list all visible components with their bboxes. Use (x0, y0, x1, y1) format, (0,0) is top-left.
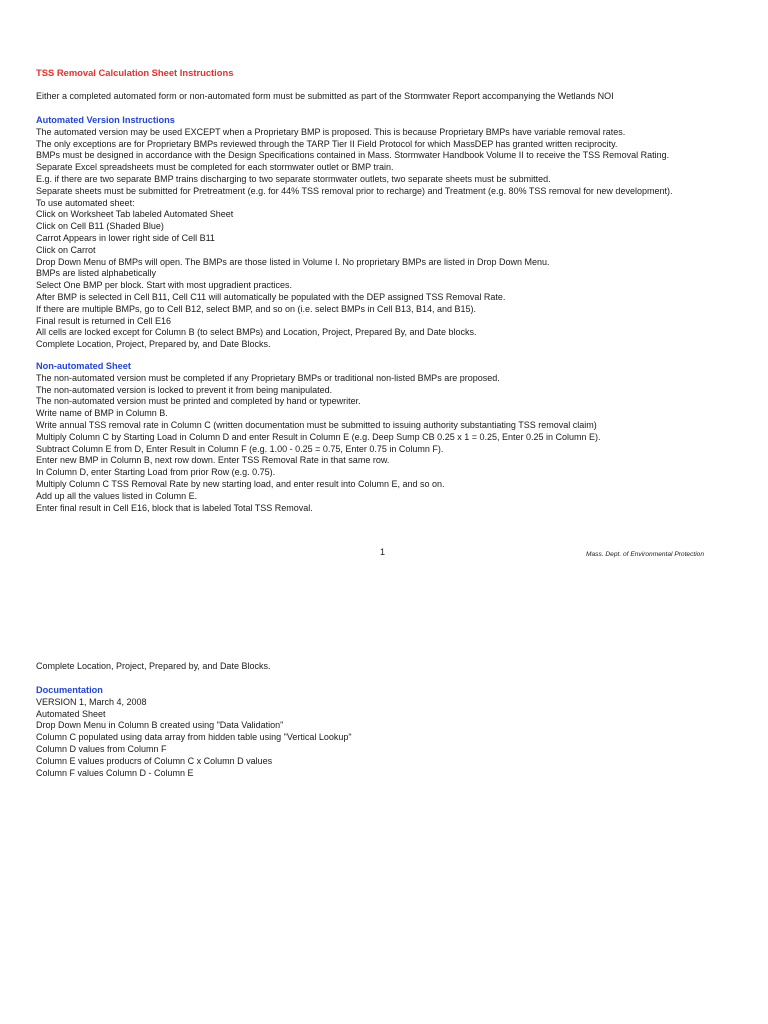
automated-line: The automated version may be used EXCEPT when a Proprietary BMP is proposed. This is because Proprietary BMPs have variable removal rates. (36, 126, 626, 137)
non-automated-line: Subtract Column E from D, Enter Result in Column F (e.g. 1.00 - 0.25 = 0.75, Enter 0.75 in Column F). (36, 443, 444, 454)
footer-organization: Mass. Dept. of Environmental Protection (586, 551, 705, 558)
non-automated-section (36, 361, 736, 514)
page-number: 1 (380, 547, 386, 557)
intro-text: Either a completed automated form or non-automated form must be submitted as part of the Stormwater Report accompanying the Wetlands NOI (36, 91, 614, 101)
automated-line: Select One BMP per block. Start with most upgradient practices. (36, 280, 292, 291)
automated-line: All cells are locked except for Column B (to select BMPs) and Location, Project, Prepared By, and Date blocks. (36, 327, 477, 338)
non-automated-line: Write name of BMP in Column B. (36, 408, 168, 419)
page-title: TSS Removal Calculation Sheet Instructions (36, 67, 234, 78)
documentation-line: Column F values Column D - Column E (36, 767, 194, 778)
non-automated-line: Write annual TSS removal rate in Column C (written documentation must be submitted to issuing authority substantiating TSS removal claim) (36, 419, 597, 430)
non-automated-heading: Non-automated Sheet (36, 361, 131, 371)
automated-line: BMPs are listed alphabetically (36, 268, 157, 279)
automated-line: Final result is returned in Cell E16 (36, 315, 172, 326)
documentation-line: Automated Sheet (36, 708, 106, 719)
non-automated-line: The non-automated version is locked to prevent it from being manipulated. (36, 384, 333, 395)
documentation-lines (36, 697, 736, 780)
automated-line: Carrot Appears in lower right side of Cell B11 (36, 232, 215, 243)
automated-line: Separate sheets must be submitted for Pretreatment (e.g. for 44% TSS removal prior to recharge) and Treatment (e.g. 80% TSS removal for new development). (36, 185, 673, 196)
documentation-section (36, 685, 736, 779)
automated-line: The only exceptions are for Proprietary BMPs reviewed through the TARP Tier II Field Protocol for which MassDEP has granted written reciprocity. (36, 138, 618, 149)
non-automated-line: Add up all the values listed in Column E. (36, 490, 198, 501)
automated-heading: Automated Version Instructions (36, 115, 175, 125)
non-automated-line: The non-automated version must be printed and completed by hand or typewriter. (36, 396, 361, 407)
non-automated-line: Multiply Column C TSS Removal Rate by new starting load, and enter result into Column E, and so on. (36, 478, 445, 489)
automated-line: Complete Location, Project, Prepared by, and Date Blocks. (36, 339, 271, 350)
non-automated-line: The non-automated version must be completed if any Proprietary BMPs or traditional non-listed BMPs are proposed. (36, 372, 500, 383)
automated-line: BMPs must be designed in accordance with the Design Specifications contained in Mass. Stormwater Handbook Volume II to receive the TSS Removal Rating. (36, 150, 670, 161)
documentation-line: VERSION 1, March 4, 2008 (36, 696, 147, 707)
automated-line: Click on Carrot (36, 244, 96, 255)
non-automated-line: Enter new BMP in Column B, next row down. Enter TSS Removal Rate in that same row. (36, 455, 390, 466)
documentation-line: Column C populated using data array from hidden table using "Vertical Lookup" (36, 732, 352, 743)
automated-section (36, 115, 736, 351)
automated-line: E.g. if there are two separate BMP trains discharging to two separate stormwater outlets, two separate sheets must be submitted. (36, 173, 551, 184)
non-automated-lines (36, 373, 736, 515)
automated-line: Drop Down Menu of BMPs will open. The BMPs are those listed in Volume I. No proprietary BMPs are listed in Drop Down Menu. (36, 256, 550, 267)
documentation-line: Column E values producrs of Column C x Column D values (36, 755, 273, 766)
automated-line: After BMP is selected in Cell B11, Cell C11 will automatically be populated with the DEP assigned TSS Removal Rate. (36, 291, 506, 302)
documentation-heading: Documentation (36, 685, 103, 695)
non-automated-line: In Column D, enter Starting Load from prior Row (e.g. 0.75). (36, 467, 276, 478)
automated-line: Click on Worksheet Tab labeled Automated Sheet (36, 209, 234, 220)
documentation-line: Drop Down Menu in Column B created using "Data Validation" (36, 720, 284, 731)
automated-line: If there are multiple BMPs, go to Cell B12, select BMP, and so on (i.e. select BMPs in Cell B13, B14, and B15). (36, 303, 477, 314)
automated-lines (36, 127, 736, 351)
automated-line: To use automated sheet: (36, 197, 135, 208)
automated-line: Click on Cell B11 (Shaded Blue) (36, 221, 164, 232)
automated-line: Separate Excel spreadsheets must be completed for each stormwater outlet or BMP train. (36, 162, 394, 173)
documentation-line: Column D values from Column F (36, 743, 167, 754)
non-automated-line: Enter final result in Cell E16, block that is labeled Total TSS Removal. (36, 502, 313, 513)
non-automated-line: Multiply Column C by Starting Load in Column D and enter Result in Column E (e.g. Deep Sump CB 0.25 x 1 = 0.25, Enter 0.25 in Column E). (36, 431, 601, 442)
page2-complete-line: Complete Location, Project, Prepared by, and Date Blocks. (36, 661, 271, 671)
